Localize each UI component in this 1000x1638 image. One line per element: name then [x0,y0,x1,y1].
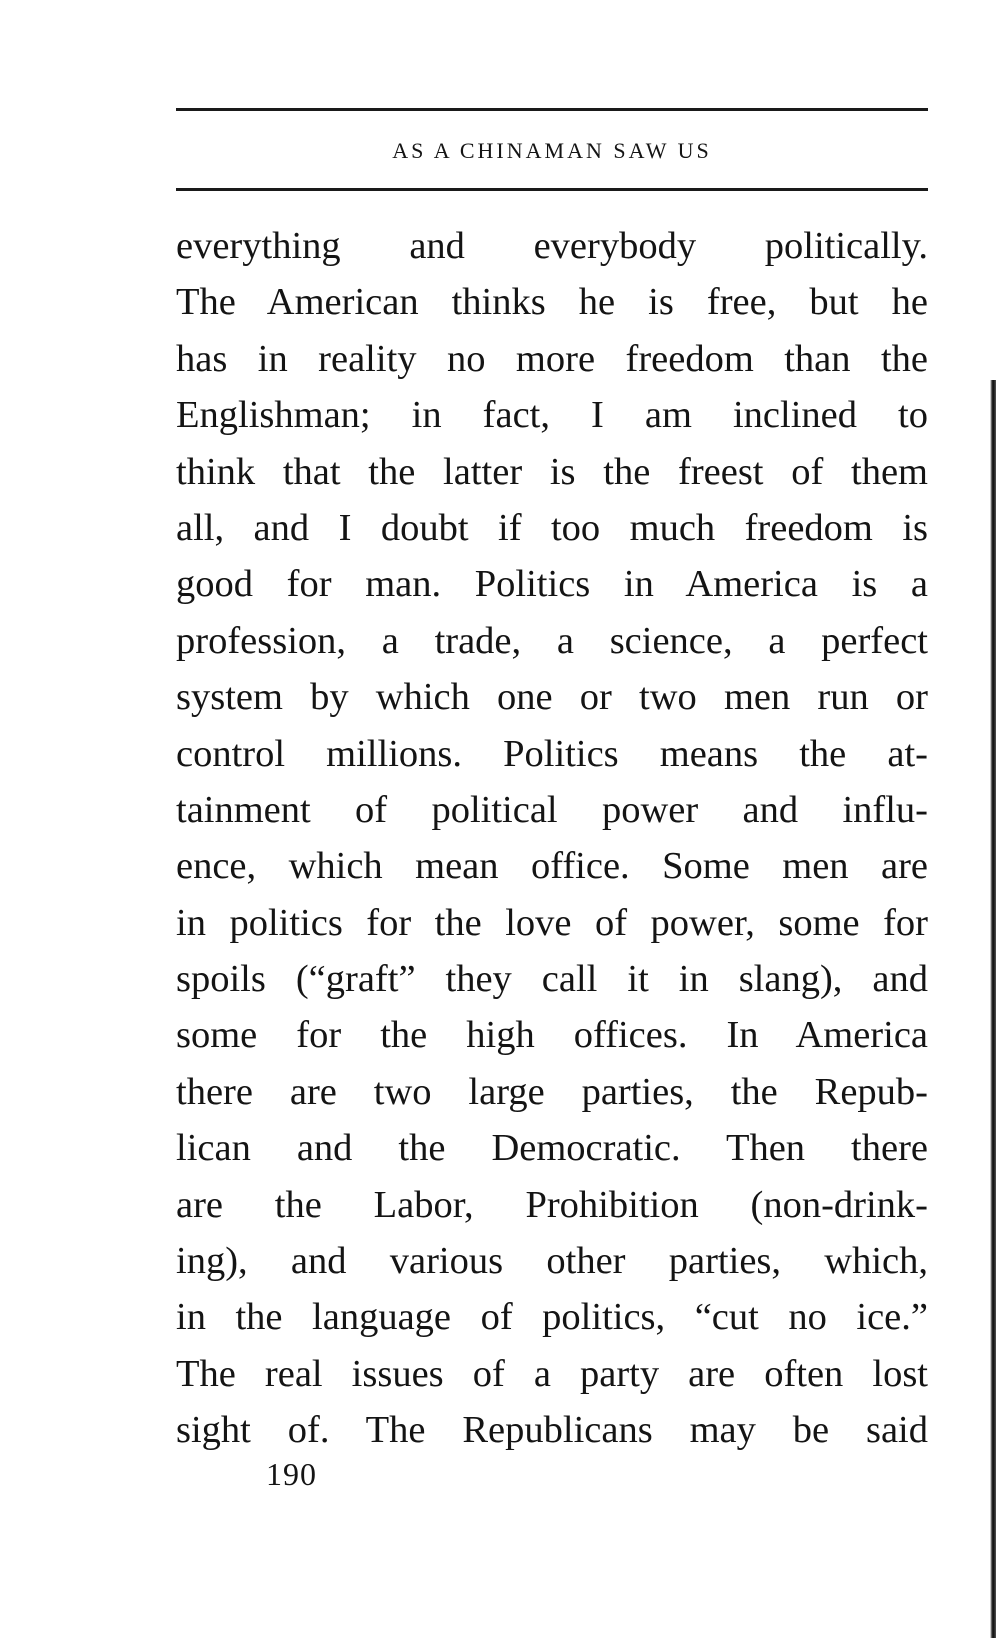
header-rule-bottom [176,188,928,191]
text-line: has in reality no more freedom than the [176,337,928,380]
text-line: think that the latter is the freest of them [176,450,928,493]
text-line: profession, a trade, a science, a perfect [176,619,928,662]
scan-edge-shadow [990,380,996,1638]
text-line: The real issues of a party are often lost [176,1352,928,1395]
body-text [176,218,928,1459]
text-line: spoils (“graft” they call it in slang), and [176,958,928,1001]
text-line: system by which one or two men run or [176,676,928,719]
header-rule-top [176,108,928,111]
text-line: lican and the Democratic. Then there [176,1127,928,1170]
text-line: everything and everybody politically. [176,225,928,267]
text-line: Englishman; in fact, I am inclined to [176,394,928,437]
text-line: sight of. The Republicans may be said [176,1409,928,1452]
text-line: The American thinks he is free, but he [176,281,928,324]
text-line: are the Labor, Prohibition (non-drink- [176,1183,928,1226]
text-line: ing), and various other parties, which, [176,1240,928,1283]
text-line: in the language of politics, “cut no ice.” [176,1296,928,1339]
page-number: 190 [266,1456,317,1492]
text-line: ence, which mean office. Some men are [176,845,928,888]
running-head: AS A CHINAMAN SAW US [392,138,712,163]
text-line: in politics for the love of power, some for [176,901,928,944]
text-line: good for man. Politics in America is a [176,563,928,606]
text-line: control millions. Politics means the at- [176,732,928,775]
text-line: there are two large parties, the Repub- [176,1070,928,1113]
text-line: tainment of political power and influ- [176,788,928,831]
text-line: all, and I doubt if too much freedom is [176,506,928,549]
text-line: some for the high offices. In America [176,1014,928,1057]
